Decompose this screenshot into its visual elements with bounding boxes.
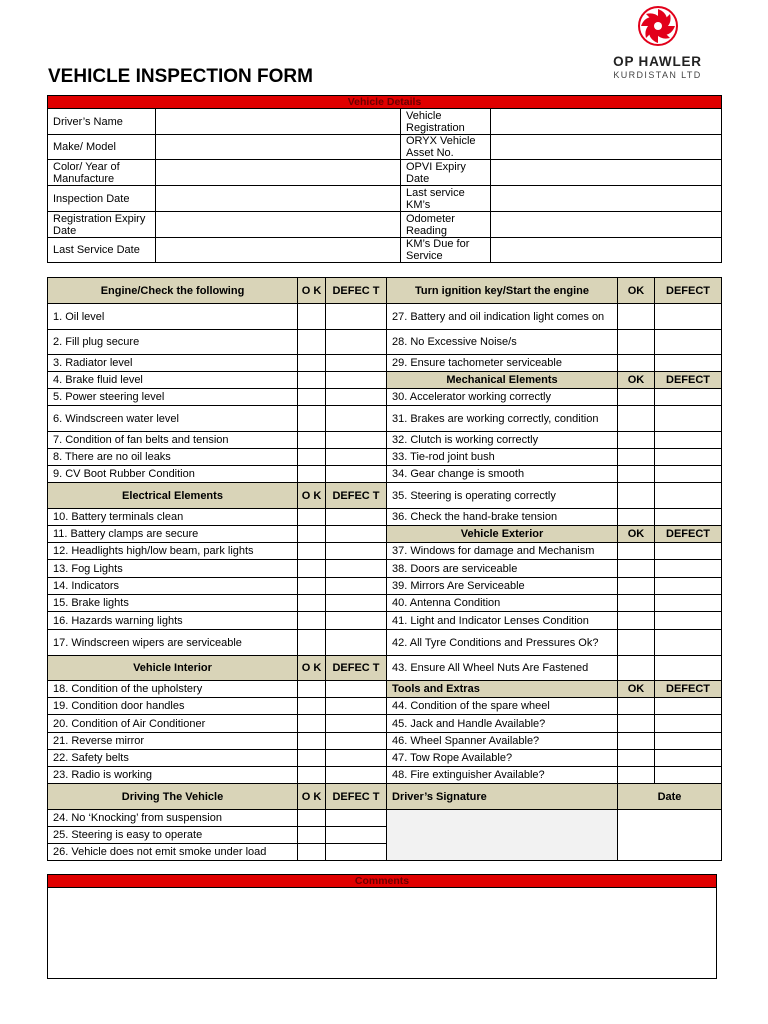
check-item: 47. Tow Rope Available? — [387, 750, 618, 767]
col-ok: OK — [618, 278, 655, 304]
detail-label: Vehicle Registration — [401, 109, 491, 135]
ok-checkbox[interactable] — [618, 466, 655, 483]
ok-checkbox[interactable] — [618, 330, 655, 355]
section-interior: Vehicle Interior — [48, 656, 298, 681]
detail-label: Odometer Reading — [401, 212, 491, 238]
col-defect: DEFEC T — [326, 656, 387, 681]
check-item: 5. Power steering level — [48, 389, 298, 406]
detail-input[interactable] — [156, 160, 401, 186]
col-defect: DEFEC T — [326, 483, 387, 509]
defect-checkbox[interactable] — [326, 543, 387, 560]
col-ok: O K — [298, 483, 326, 509]
detail-label: Registration Expiry Date — [48, 212, 156, 238]
check-item: 36. Check the hand-brake tension — [387, 509, 618, 526]
detail-label: Last Service Date — [48, 238, 156, 263]
check-item: 23. Radio is working — [48, 767, 298, 784]
defect-checkbox[interactable] — [326, 304, 387, 330]
logo-company-sub: KURDISTAN LTD — [613, 70, 702, 80]
detail-input[interactable] — [156, 109, 401, 135]
defect-checkbox[interactable] — [655, 304, 722, 330]
ok-checkbox[interactable] — [618, 578, 655, 595]
ok-checkbox[interactable] — [298, 630, 326, 656]
section-electrical: Electrical Elements — [48, 483, 298, 509]
ok-checkbox[interactable] — [298, 304, 326, 330]
check-item: 28. No Excessive Noise/s — [387, 330, 618, 355]
defect-checkbox[interactable] — [326, 715, 387, 733]
defect-checkbox[interactable] — [655, 715, 722, 733]
col-defect: DEFECT — [655, 278, 722, 304]
detail-input[interactable] — [491, 238, 722, 263]
col-defect: DEFEC T — [326, 278, 387, 304]
section-driving: Driving The Vehicle — [48, 784, 298, 810]
section-ignition: Turn ignition key/Start the engine — [387, 278, 618, 304]
check-item: 1. Oil level — [48, 304, 298, 330]
ok-checkbox[interactable] — [618, 595, 655, 612]
detail-input[interactable] — [156, 238, 401, 263]
comments-header: Comments — [48, 875, 717, 888]
detail-input[interactable] — [491, 212, 722, 238]
col-ok: OK — [618, 681, 655, 698]
check-item: 8. There are no oil leaks — [48, 449, 298, 466]
ok-checkbox[interactable] — [618, 698, 655, 715]
inspection-checklist-table — [47, 277, 722, 861]
check-item: 17. Windscreen wipers are serviceable — [48, 630, 298, 656]
signature-field[interactable] — [387, 810, 618, 861]
ok-checkbox[interactable] — [618, 483, 655, 509]
check-item: 31. Brakes are working correctly, condition — [387, 406, 618, 432]
defect-checkbox[interactable] — [326, 810, 387, 827]
ok-checkbox[interactable] — [618, 543, 655, 560]
check-item: 22. Safety belts — [48, 750, 298, 767]
logo-company-name: OP HAWLER — [613, 54, 702, 69]
check-item: 4. Brake fluid level — [48, 372, 298, 389]
defect-checkbox[interactable] — [326, 767, 387, 784]
detail-input[interactable] — [156, 212, 401, 238]
defect-checkbox[interactable] — [655, 449, 722, 466]
detail-input[interactable] — [491, 135, 722, 160]
defect-checkbox[interactable] — [655, 560, 722, 578]
defect-checkbox[interactable] — [326, 698, 387, 715]
ok-checkbox[interactable] — [618, 560, 655, 578]
ok-checkbox[interactable] — [298, 681, 326, 698]
check-item: 30. Accelerator working correctly — [387, 389, 618, 406]
ok-checkbox[interactable] — [298, 767, 326, 784]
check-item: 21. Reverse mirror — [48, 733, 298, 750]
check-item: 27. Battery and oil indication light comes on — [387, 304, 618, 330]
check-item: 48. Fire extinguisher Available? — [387, 767, 618, 784]
ok-checkbox[interactable] — [618, 656, 655, 681]
defect-checkbox[interactable] — [655, 595, 722, 612]
check-item: 46. Wheel Spanner Available? — [387, 733, 618, 750]
defect-checkbox[interactable] — [655, 630, 722, 656]
signature-label: Driver’s Signature — [387, 784, 618, 810]
ok-checkbox[interactable] — [618, 304, 655, 330]
check-item: 13. Fog Lights — [48, 560, 298, 578]
check-item: 10. Battery terminals clean — [48, 509, 298, 526]
check-item: 38. Doors are serviceable — [387, 560, 618, 578]
defect-checkbox[interactable] — [326, 750, 387, 767]
ok-checkbox[interactable] — [298, 612, 326, 630]
detail-input[interactable] — [491, 160, 722, 186]
ok-checkbox[interactable] — [298, 526, 326, 543]
ok-checkbox[interactable] — [298, 466, 326, 483]
detail-input[interactable] — [156, 135, 401, 160]
ok-checkbox[interactable] — [618, 612, 655, 630]
check-item: 18. Condition of the upholstery — [48, 681, 298, 698]
detail-input[interactable] — [491, 186, 722, 212]
defect-checkbox[interactable] — [655, 432, 722, 449]
check-item: 44. Condition of the spare wheel — [387, 698, 618, 715]
check-item: 35. Steering is operating correctly — [387, 483, 618, 509]
defect-checkbox[interactable] — [655, 698, 722, 715]
ok-checkbox[interactable] — [298, 509, 326, 526]
detail-label: Driver’s Name — [48, 109, 156, 135]
ok-checkbox[interactable] — [298, 733, 326, 750]
ok-checkbox[interactable] — [618, 432, 655, 449]
ok-checkbox[interactable] — [298, 432, 326, 449]
check-item: 42. All Tyre Conditions and Pressures Ok? — [387, 630, 618, 656]
col-defect: DEFECT — [655, 526, 722, 543]
ok-checkbox[interactable] — [298, 406, 326, 432]
date-label: Date — [618, 784, 722, 810]
ok-checkbox[interactable] — [298, 449, 326, 466]
page-title: VEHICLE INSPECTION FORM — [48, 66, 313, 87]
ok-checkbox[interactable] — [298, 595, 326, 612]
check-item: 40. Antenna Condition — [387, 595, 618, 612]
ok-checkbox[interactable] — [298, 355, 326, 372]
company-logo — [600, 4, 715, 84]
ok-checkbox[interactable] — [618, 733, 655, 750]
defect-checkbox[interactable] — [326, 466, 387, 483]
defect-checkbox[interactable] — [326, 612, 387, 630]
ok-checkbox[interactable] — [618, 767, 655, 784]
defect-checkbox[interactable] — [326, 844, 387, 861]
defect-checkbox[interactable] — [326, 681, 387, 698]
check-item: 12. Headlights high/low beam, park lights — [48, 543, 298, 560]
check-item: 14. Indicators — [48, 578, 298, 595]
defect-checkbox[interactable] — [655, 330, 722, 355]
defect-checkbox[interactable] — [655, 767, 722, 784]
check-item: 25. Steering is easy to operate — [48, 827, 298, 844]
check-item: 29. Ensure tachometer serviceable — [387, 355, 618, 372]
ok-checkbox[interactable] — [618, 449, 655, 466]
check-item: 19. Condition door handles — [48, 698, 298, 715]
ok-checkbox[interactable] — [298, 543, 326, 560]
check-item: 39. Mirrors Are Serviceable — [387, 578, 618, 595]
detail-label: ORYX Vehicle Asset No. — [401, 135, 491, 160]
defect-checkbox[interactable] — [655, 355, 722, 372]
comments-field[interactable] — [48, 888, 717, 979]
defect-checkbox[interactable] — [326, 595, 387, 612]
defect-checkbox[interactable] — [326, 733, 387, 750]
check-item: 6. Windscreen water level — [48, 406, 298, 432]
ok-checkbox[interactable] — [618, 389, 655, 406]
defect-checkbox[interactable] — [655, 612, 722, 630]
ok-checkbox[interactable] — [298, 810, 326, 827]
check-item: 7. Condition of fan belts and tension — [48, 432, 298, 449]
col-ok: O K — [298, 784, 326, 810]
defect-checkbox[interactable] — [326, 406, 387, 432]
check-item: 3. Radiator level — [48, 355, 298, 372]
defect-checkbox[interactable] — [326, 578, 387, 595]
check-item: 20. Condition of Air Conditioner — [48, 715, 298, 733]
comments-table — [47, 874, 717, 979]
check-item: 24. No ‘Knocking’ from suspension — [48, 810, 298, 827]
col-defect: DEFECT — [655, 372, 722, 389]
section-exterior: Vehicle Exterior — [387, 526, 618, 543]
ok-checkbox[interactable] — [618, 355, 655, 372]
check-item: 2. Fill plug secure — [48, 330, 298, 355]
col-ok: OK — [618, 372, 655, 389]
ok-checkbox[interactable] — [298, 750, 326, 767]
ok-checkbox[interactable] — [618, 509, 655, 526]
ok-checkbox[interactable] — [618, 750, 655, 767]
defect-checkbox[interactable] — [655, 578, 722, 595]
defect-checkbox[interactable] — [326, 449, 387, 466]
defect-checkbox[interactable] — [326, 630, 387, 656]
defect-checkbox[interactable] — [326, 560, 387, 578]
detail-label: Last service KM’s — [401, 186, 491, 212]
date-field[interactable] — [618, 810, 722, 861]
check-item: 11. Battery clamps are secure — [48, 526, 298, 543]
col-ok: OK — [618, 526, 655, 543]
defect-checkbox[interactable] — [655, 509, 722, 526]
ok-checkbox[interactable] — [298, 715, 326, 733]
defect-checkbox[interactable] — [655, 656, 722, 681]
col-defect: DEFEC T — [326, 784, 387, 810]
defect-checkbox[interactable] — [655, 466, 722, 483]
ok-checkbox[interactable] — [618, 715, 655, 733]
defect-checkbox[interactable] — [326, 509, 387, 526]
defect-checkbox[interactable] — [326, 432, 387, 449]
detail-input[interactable] — [156, 186, 401, 212]
defect-checkbox[interactable] — [326, 355, 387, 372]
detail-label: Inspection Date — [48, 186, 156, 212]
check-item: 33. Tie-rod joint bush — [387, 449, 618, 466]
col-ok: O K — [298, 278, 326, 304]
ok-checkbox[interactable] — [298, 578, 326, 595]
defect-checkbox[interactable] — [655, 543, 722, 560]
detail-input[interactable] — [491, 109, 722, 135]
col-defect: DEFECT — [655, 681, 722, 698]
defect-checkbox[interactable] — [655, 483, 722, 509]
section-mechanical: Mechanical Elements — [387, 372, 618, 389]
logo-mark-icon — [636, 4, 680, 48]
ok-checkbox[interactable] — [618, 406, 655, 432]
check-item: 16. Hazards warning lights — [48, 612, 298, 630]
ok-checkbox[interactable] — [298, 330, 326, 355]
defect-checkbox[interactable] — [326, 389, 387, 406]
check-item: 45. Jack and Handle Available? — [387, 715, 618, 733]
ok-checkbox[interactable] — [298, 560, 326, 578]
ok-checkbox[interactable] — [298, 698, 326, 715]
defect-checkbox[interactable] — [655, 389, 722, 406]
check-item: 26. Vehicle does not emit smoke under load — [48, 844, 298, 861]
defect-checkbox[interactable] — [326, 827, 387, 844]
defect-checkbox[interactable] — [326, 330, 387, 355]
defect-checkbox[interactable] — [326, 372, 387, 389]
check-item: 9. CV Boot Rubber Condition — [48, 466, 298, 483]
defect-checkbox[interactable] — [655, 750, 722, 767]
defect-checkbox[interactable] — [655, 406, 722, 432]
check-item: 32. Clutch is working correctly — [387, 432, 618, 449]
ok-checkbox[interactable] — [618, 630, 655, 656]
ok-checkbox[interactable] — [298, 827, 326, 844]
detail-label: OPVI Expiry Date — [401, 160, 491, 186]
detail-label: Color/ Year of Manufacture — [48, 160, 156, 186]
defect-checkbox[interactable] — [326, 526, 387, 543]
vehicle-details-header: Vehicle Details — [48, 96, 722, 109]
check-item: 34. Gear change is smooth — [387, 466, 618, 483]
section-engine: Engine/Check the following — [48, 278, 298, 304]
check-item: 15. Brake lights — [48, 595, 298, 612]
col-ok: O K — [298, 656, 326, 681]
ok-checkbox[interactable] — [298, 372, 326, 389]
vehicle-details-table — [47, 95, 722, 263]
check-item: 43. Ensure All Wheel Nuts Are Fastened — [387, 656, 618, 681]
section-tools: Tools and Extras — [387, 681, 618, 698]
detail-label: KM’s Due for Service — [401, 238, 491, 263]
check-item: 41. Light and Indicator Lenses Condition — [387, 612, 618, 630]
ok-checkbox[interactable] — [298, 844, 326, 861]
defect-checkbox[interactable] — [655, 733, 722, 750]
ok-checkbox[interactable] — [298, 389, 326, 406]
check-item: 37. Windows for damage and Mechanism — [387, 543, 618, 560]
detail-label: Make/ Model — [48, 135, 156, 160]
